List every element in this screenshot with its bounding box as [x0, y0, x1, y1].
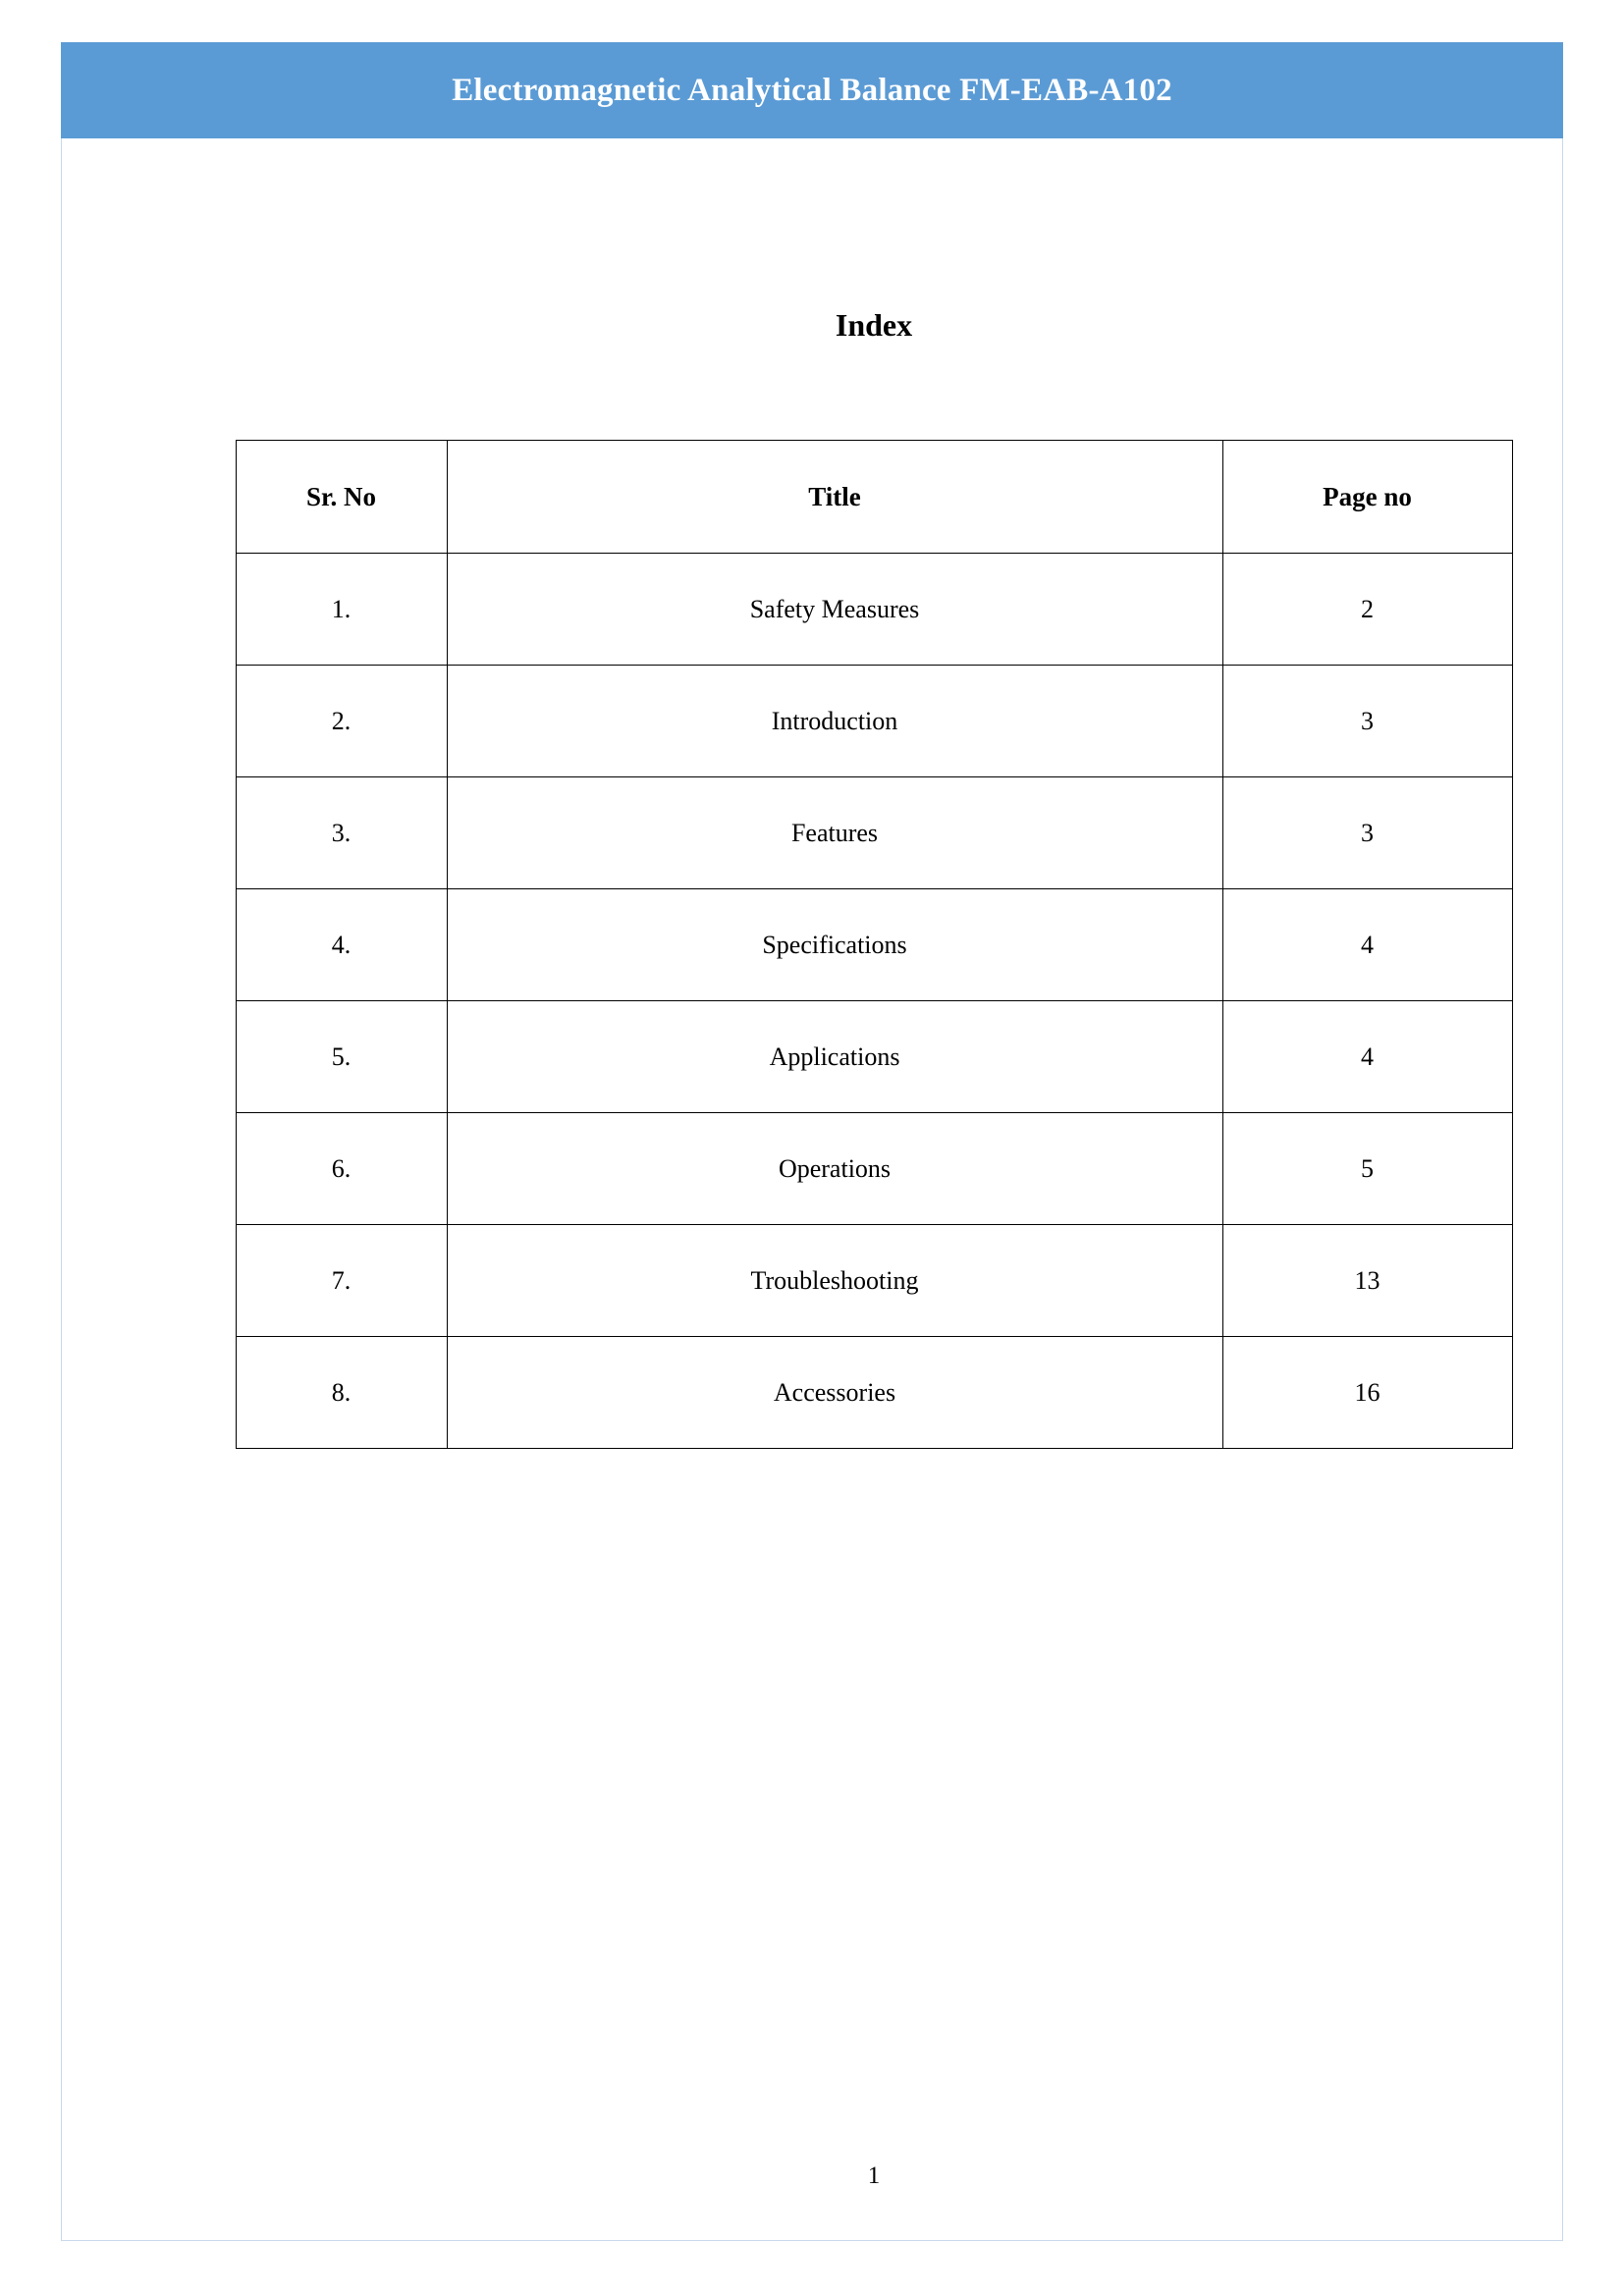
- cell-sr-no: 7.: [236, 1225, 447, 1337]
- document-page: [61, 42, 1563, 2241]
- table-header-row: [236, 441, 1512, 554]
- cell-title: Safety Measures: [447, 554, 1222, 666]
- table-row: [236, 889, 1512, 1001]
- table-row: [236, 777, 1512, 889]
- header-title: Electromagnetic Analytical Balance FM-EAB-A102: [452, 72, 1172, 108]
- table-row: [236, 1225, 1512, 1337]
- cell-sr-no: 2.: [236, 666, 447, 777]
- table-row: [236, 1337, 1512, 1449]
- cell-page-no: 4: [1222, 1001, 1512, 1113]
- cell-title: Troubleshooting: [447, 1225, 1222, 1337]
- table-header: [236, 441, 1512, 554]
- cell-sr-no: 5.: [236, 1001, 447, 1113]
- cell-title: Applications: [447, 1001, 1222, 1113]
- table-row: [236, 1113, 1512, 1225]
- cell-title: Introduction: [447, 666, 1222, 777]
- column-header-page-no: Page no: [1222, 441, 1512, 554]
- page-title: Index: [835, 307, 913, 343]
- index-table: [236, 440, 1513, 1449]
- cell-sr-no: 4.: [236, 889, 447, 1001]
- cell-page-no: 3: [1222, 777, 1512, 889]
- table-row: [236, 666, 1512, 777]
- page-number: 1: [867, 2163, 881, 2189]
- cell-page-no: 16: [1222, 1337, 1512, 1449]
- cell-page-no: 2: [1222, 554, 1512, 666]
- document-header-banner: [61, 42, 1563, 138]
- table-row: [236, 554, 1512, 666]
- cell-page-no: 5: [1222, 1113, 1512, 1225]
- cell-page-no: 3: [1222, 666, 1512, 777]
- cell-sr-no: 1.: [236, 554, 447, 666]
- column-header-title: Title: [447, 441, 1222, 554]
- cell-sr-no: 6.: [236, 1113, 447, 1225]
- cell-page-no: 4: [1222, 889, 1512, 1001]
- cell-title: Specifications: [447, 889, 1222, 1001]
- table-row: [236, 1001, 1512, 1113]
- column-header-sr-no: Sr. No: [236, 441, 447, 554]
- cell-sr-no: 3.: [236, 777, 447, 889]
- cell-title: Features: [447, 777, 1222, 889]
- cell-title: Accessories: [447, 1337, 1222, 1449]
- cell-sr-no: 8.: [236, 1337, 447, 1449]
- cell-title: Operations: [447, 1113, 1222, 1225]
- page-content: [123, 182, 1624, 2284]
- cell-page-no: 13: [1222, 1225, 1512, 1337]
- index-table-container: [123, 440, 1624, 1449]
- table-body: [236, 554, 1512, 1449]
